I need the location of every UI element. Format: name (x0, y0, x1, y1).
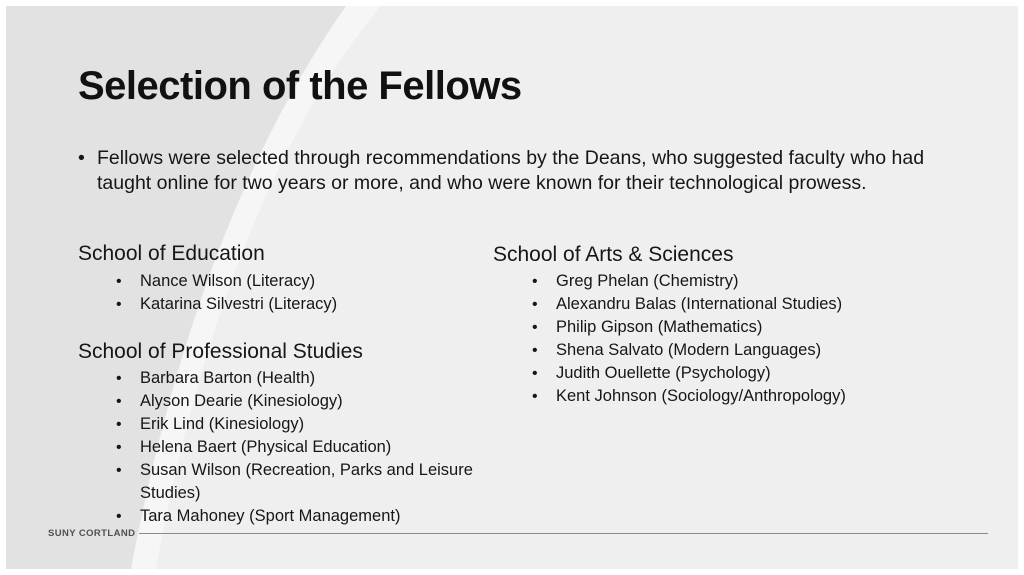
list-item: • Alexandru Balas (International Studies) (532, 293, 846, 316)
slide-title: Selection of the Fellows (78, 64, 522, 108)
intro-paragraph (78, 146, 957, 196)
intro-text: Fellows were selected through recommendations by the Deans, who suggested faculty who had taught online for two years or more, and who were known for their technological prowess. (97, 147, 925, 194)
list-item: • Helena Baert (Physical Education) (116, 436, 476, 459)
arts-sciences-members-list (532, 270, 846, 408)
list-item: • Barbara Barton (Health) (116, 367, 476, 390)
list-item: • Alyson Dearie (Kinesiology) (116, 390, 476, 413)
suny-cortland-logo: SUNY CORTLAND (48, 528, 136, 539)
list-item: • Kent Johnson (Sociology/Anthropology) (532, 385, 846, 408)
section-heading-arts-sciences: School of Arts & Sciences (493, 243, 734, 266)
slide (6, 6, 1018, 569)
list-item: • Philip Gipson (Mathematics) (532, 316, 846, 339)
section-heading-professional: School of Professional Studies (78, 340, 363, 363)
list-item: • Nance Wilson (Literacy) (116, 270, 337, 293)
section-heading-education: School of Education (78, 242, 265, 265)
list-item: • Greg Phelan (Chemistry) (532, 270, 846, 293)
list-item: • Judith Ouellette (Psychology) (532, 362, 846, 385)
list-item: • Erik Lind (Kinesiology) (116, 413, 476, 436)
list-item: • Tara Mahoney (Sport Management) (116, 505, 476, 528)
intro-bullet: • (78, 147, 85, 169)
list-item: • Susan Wilson (Recreation, Parks and Leisure Studies) (116, 459, 476, 505)
professional-members-list (116, 367, 476, 528)
footer-divider (139, 533, 988, 534)
list-item: • Shena Salvato (Modern Languages) (532, 339, 846, 362)
education-members-list (116, 270, 337, 316)
list-item: • Katarina Silvestri (Literacy) (116, 293, 337, 316)
